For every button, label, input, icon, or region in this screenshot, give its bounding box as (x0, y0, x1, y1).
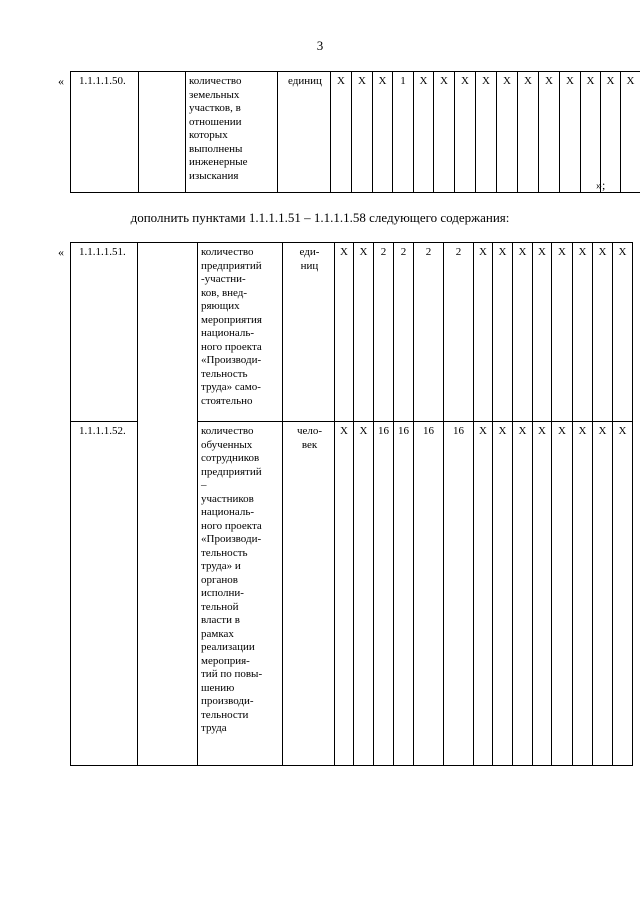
close-quote: »; (596, 178, 606, 192)
value-cell: X (560, 72, 581, 193)
value-cell: X (513, 422, 533, 766)
value-cell: X (335, 422, 354, 766)
indicator-cell (198, 422, 283, 766)
value-cell: X (354, 243, 374, 422)
value-cell: 16 (414, 422, 444, 766)
value-cell: X (573, 422, 593, 766)
indicator-text: количество предприятий -участни- ков, внед- ряющих мероприятия националь- ного проекта «Производи- тельность труда» само- стоятельно (201, 246, 262, 407)
indicator-cell (186, 72, 278, 193)
value-cell: X (476, 72, 497, 193)
indicator-text: количество земельных участков, в отношении которых выполнены инженерные изыскания (189, 75, 248, 182)
indicator-cell (198, 243, 283, 422)
value-cell: X (601, 72, 621, 193)
value-cell: X (414, 72, 434, 193)
value-cell: X (513, 243, 533, 422)
value-cell: X (493, 422, 513, 766)
value-cell: 2 (414, 243, 444, 422)
value-cell: X (593, 422, 613, 766)
empty-cell (138, 243, 198, 766)
value-cell: X (434, 72, 455, 193)
unit-cell: единиц (278, 72, 331, 193)
indicator-text: количество обученных сотрудников предприятий – участников националь- ного проекта «Производи- тельность труда» и органов исполни- тельной власти в рамках реализации мероприя- тий по повы- шению производи- тельности труда (201, 425, 263, 734)
value-cell: X (552, 422, 573, 766)
row-number: 1.1.1.1.51. (71, 243, 138, 422)
value-cell: X (335, 243, 354, 422)
value-cell: X (539, 72, 560, 193)
value-cell: 16 (374, 422, 394, 766)
unit-text: чело- век (296, 425, 323, 451)
value-cell: X (533, 422, 552, 766)
value-cell: X (573, 243, 593, 422)
open-quote-1: « (58, 74, 64, 88)
amendment-heading: дополнить пунктами 1.1.1.1.51 – 1.1.1.1.58 следующего содержания: (130, 210, 510, 225)
page-number: 3 (316, 38, 324, 53)
value-cell: X (455, 72, 476, 193)
row-number: 1.1.1.1.50. (71, 72, 139, 193)
open-quote-2: « (58, 245, 64, 259)
value-cell: X (497, 72, 518, 193)
value-cell: X (552, 243, 573, 422)
value-cell: X (621, 72, 640, 193)
value-cell: X (354, 422, 374, 766)
unit-text: еди- ниц (299, 246, 320, 272)
value-cell: X (518, 72, 539, 193)
table-row (71, 243, 633, 422)
value-cell: 16 (444, 422, 474, 766)
unit-cell (283, 243, 335, 422)
value-cell: X (474, 243, 493, 422)
value-cell: X (474, 422, 493, 766)
value-cell: X (581, 72, 601, 193)
amendment-table-1 (70, 71, 640, 193)
value-cell: X (373, 72, 393, 193)
value-cell: X (613, 243, 633, 422)
value-cell: X (593, 243, 613, 422)
amendment-table-2 (70, 242, 633, 766)
unit-cell (283, 422, 335, 766)
value-cell: 2 (374, 243, 394, 422)
row-number: 1.1.1.1.52. (71, 422, 138, 766)
value-cell: 2 (394, 243, 414, 422)
value-cell: 16 (394, 422, 414, 766)
value-cell: 1 (393, 72, 414, 193)
empty-cell (139, 72, 186, 193)
value-cell: 2 (444, 243, 474, 422)
value-cell: X (493, 243, 513, 422)
value-cell: X (352, 72, 373, 193)
value-cell: X (533, 243, 552, 422)
value-cell: X (613, 422, 633, 766)
value-cell: X (331, 72, 352, 193)
table-row (71, 72, 640, 193)
